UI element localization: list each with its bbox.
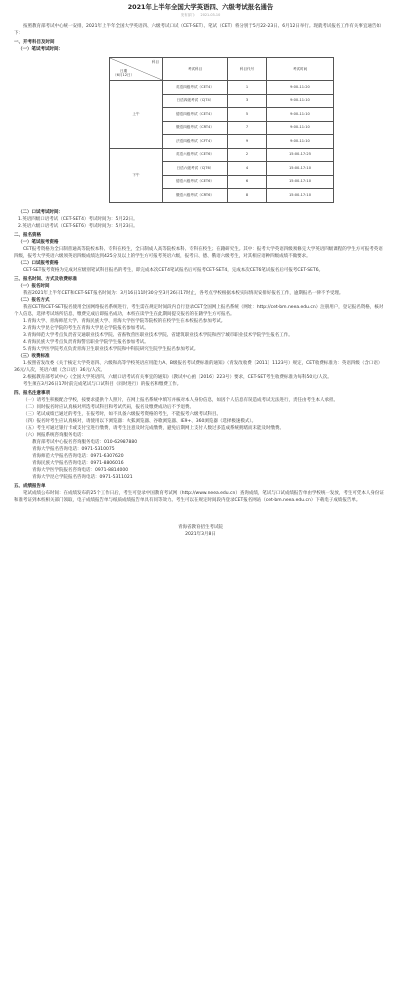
cell-subject: 德语六级考试（CET6） — [163, 175, 228, 189]
list-item: 1.青海大学、青海师范大学、青海民族大学、青海大学医学院等院校的在校学生在本校报名参加考试。 — [23, 318, 226, 324]
table-header-row — [110, 58, 334, 81]
cell-subject: 德语四级考试（CET4） — [163, 108, 228, 122]
list-item: 3.青海师范大学考点负责省交通职业技术学院、省畜牧兽医职业技术学院、省建筑职业技术学院和西宁城市职业技术学院学生报名工作。 — [23, 332, 293, 338]
oral-exam-cet6: 2.英语六级口语考试（CET-SET6）考试时间为：5月23日。 — [18, 223, 138, 229]
score-report-paragraph: 笔试成绩公布时间：在成绩发布的25个工作日后，考生可登录中国教育考试网（http://www.neea.edu.cn）查询成绩，笔试与口试成绩报告单由学校统一发放，考生可凭本人身份证和准考证到本校相关部门领取，电子成绩报告单与纸质成绩报告单具有同等效力。考生可以在规定时间段内登录CET报名网站（cet-bm.neea.edu.cn）下载电子成绩报告单。 — [14, 490, 384, 503]
fee-paragraph-1: 1.按照省发改委《关于核定大学英语四、六级和高等学校英语应用能力A、B级报名考试费标准的通知》（青发改收费〔2011〕1123号）规定，CET收费标准为：英语四级（含口语）36元/人次，英语六级（含口语）36元/人次。 — [14, 360, 383, 373]
cell-time: 9:00-11:10 — [267, 121, 334, 135]
cell-time: 9:00-11:20 — [267, 81, 334, 95]
section-1-sub-2: （二）口试考试时间： — [18, 209, 63, 215]
cell-subject: 日语六级考试（CJT6） — [163, 162, 228, 176]
header-time: 考试时间 — [267, 58, 334, 81]
section-3-sub-1: （一）报名时间 — [18, 283, 50, 289]
section-2-sub-1: （一）笔试报考资格 — [18, 239, 59, 245]
contact-item: 青海大学昆仑学院报名咨询电话：0971-5311021 — [32, 474, 133, 480]
intro-paragraph: 按照教育部考试中心统一安排，2021年上半年全国大学英语四、六级考试口试（CET-SET）、笔试（CET）将分别于5月22-23日、6月12日举行。现就考试报名工作有关事宜通告如下： — [14, 24, 381, 36]
oral-eligibility-paragraph: CET-SET报考资格为完成对应级别笔试科目报名的考生，即完成本次CET4笔试报名后可报考CET-SET4，完成本次CET6笔试报名后可报考CET-SET6。 — [23, 267, 324, 273]
issuing-organization: 青海省教育招生考试院 — [178, 524, 223, 530]
section-2-sub-2: （二）口试报考资格 — [18, 260, 59, 266]
notice-item: （五）考生可通过银行卡或支付宝进行缴费，请考生注意及时完成缴费，避免后期网上支付人数过多造成系统拥堵而未能及时缴费。 — [23, 425, 284, 431]
list-item: 4.青海民族大学考点负责青海警官职业学院学生报名参加考试。 — [23, 339, 149, 345]
cell-time: 15:00-17:10 — [267, 189, 334, 203]
cell-subject: 法语四级考试（CFT4） — [163, 135, 228, 149]
page-title: 2021年上半年全国大学英语四、六级考试报名通告 — [127, 3, 274, 11]
corner-date-value: （6月12日） — [113, 73, 135, 78]
session-morning: 上午 — [110, 81, 163, 149]
cell-code: 7 — [228, 121, 267, 135]
cell-time: 15:00-17:25 — [267, 148, 334, 162]
cell-time: 15:00-17:10 — [267, 162, 334, 176]
corner-date-text: 日期 — [120, 68, 128, 73]
header-code: 科目代号 — [228, 58, 267, 81]
session-afternoon: 下午 — [110, 148, 163, 202]
cell-code: 4 — [228, 162, 267, 176]
cell-subject: 俄语六级考试（CRT6） — [163, 189, 228, 203]
cell-code: 2 — [228, 148, 267, 162]
cell-subject: 英语六级考试（CET6） — [163, 148, 228, 162]
corner-date-label — [113, 69, 134, 78]
cell-subject: 英语四级考试（CET4） — [163, 81, 228, 95]
registration-method-paragraph: 我省CET和CET-SET报名使用全国网络报名系统进行，考生需在规定时间段内自行登录CET全国网上报名系统（网址：http://cet-bm.neea.edu.cn）注册用户，登记报名资格，核对个人信息，选择考试场所信息，缴费完成后即报名成功，本校在读学生在此期间提交报名的在籍学生方可报名。 — [14, 304, 384, 317]
table-corner-cell — [110, 58, 163, 81]
issue-date: 2021年3月8日 — [185, 531, 216, 537]
written-exam-schedule-table — [109, 57, 334, 203]
contact-item: 教育部考试中心报名咨询服务电话：010-62987880 — [32, 439, 138, 445]
header-subject: 考试科目 — [163, 58, 228, 81]
registration-time-paragraph: 我省2021年上半年CET和CET-SET报名时间为：3月16日11时30分至3月26日17时止，各考点学校根据本校实际情况安排好报名工作，逾期报名一律不予受理。 — [23, 290, 344, 296]
notice-item: （四）报名时考生应认真核对，请使用以下浏览器：火狐浏览器、谷歌浏览器、IE9+、360浏览器（选择极速模式）。 — [23, 418, 257, 424]
cell-code: 1 — [228, 81, 267, 95]
cell-time: 9:00-11:10 — [267, 135, 334, 149]
contact-item: 青海师范大学报名咨询电话：0971-6307620 — [32, 453, 124, 459]
cell-subject: 日语四级考试（CJT4） — [163, 94, 228, 108]
source-label: 发布部门: — [180, 13, 196, 17]
list-item: 5.青海大学医学院考点负责青海卫生职业技术学院和中科院研究生院学生报名参加考试。 — [23, 346, 199, 352]
notice-item: （六）网报系统咨询服务电话： — [23, 432, 86, 438]
cell-time: 9:00-11:10 — [267, 94, 334, 108]
cell-time: 9:00-11:10 — [267, 108, 334, 122]
section-1-heading: 一、开考科目及时间 — [14, 40, 55, 45]
section-1-sub-1: （一）笔试考试时间： — [18, 47, 63, 52]
notice-item: （三）笔试成绩已通过的考生，在报考时，如不具备六级报考资格的考生，不能报考六级考试科目。 — [23, 411, 221, 417]
table-row — [110, 148, 334, 162]
cell-code: 6 — [228, 175, 267, 189]
contact-list — [23, 439, 387, 481]
contact-item: 青海大学报名咨询电话：0971-5310075 — [32, 446, 115, 452]
fee-paragraph-2: 2.根据教育部考试中心《全国大学英语四、六级口语考试有关事宜的通知》（教试中心函〔2016〕223号）要求，CET-SET考生收费标准为每科50元/人次。 — [23, 374, 332, 380]
section-5-heading: 五、成绩报告单 — [14, 483, 46, 489]
cell-code: 9 — [228, 135, 267, 149]
contact-item: 青海民族大学报名咨询电话：0971-8806016 — [32, 460, 124, 466]
section-3-sub-2: （二）报名方式 — [18, 297, 50, 303]
cell-subject: 俄语四级考试（CRT4） — [163, 121, 228, 135]
written-eligibility-paragraph: CET报考资格为全日制普通高等院校本科、专科在校生，全日制成人高等院校本科、专科在校生；在籍研究生。其中：报考大学英语四级须修完大学英语四级课程的学生方可报考英语四级，报考大学英语六级须英语四级成绩达到425分及以上的学生方可报考英语六级，报考日、德、俄语六级考生，对其相应语种四级成绩不做要求。 — [14, 246, 383, 259]
table-row — [110, 81, 334, 95]
oral-exam-cet4: 1.英语四级口语考试（CET-SET4）考试时间为：5月22日。 — [18, 216, 138, 222]
section-2-heading: 二、报名资格 — [14, 232, 41, 238]
cell-code: 3 — [228, 94, 267, 108]
list-item: 2.青海大学昆仑学院的考生在青海大学昆仑学院报名参加考试。 — [23, 325, 149, 331]
corner-subject-label: 科目 — [151, 60, 159, 64]
fee-paragraph-3: 考生须在3月26日17时前完成笔试与口试科目（同时进行）的报名和缴费工作。 — [23, 381, 182, 387]
cell-time: 15:00-17:10 — [267, 175, 334, 189]
publish-meta — [14, 12, 387, 18]
notice-item: （一）请考生积极配合学校，按要求提供个人照片，在网上报名系统中填写并核对本人身份信息，如因个人信息有误造成考试无法进行，责任由考生本人承担。 — [23, 397, 338, 403]
cell-code: 8 — [228, 189, 267, 203]
section-4-heading: 四、报名注意事项 — [14, 390, 50, 396]
notice-item: （二）同时报名时应认真核对所选考试科目和考试代码，报名及缴费成功后不予退费。 — [23, 404, 194, 410]
section-3-heading: 三、报名时间、方式及收费标准 — [14, 276, 77, 282]
cell-code: 5 — [228, 108, 267, 122]
section-3-sub-3: （三）收费标准 — [18, 353, 50, 359]
contact-item: 青海大学医学院报名咨询电话：0971-8814000 — [32, 467, 129, 473]
publish-date: 2021-03-10 — [200, 13, 221, 17]
